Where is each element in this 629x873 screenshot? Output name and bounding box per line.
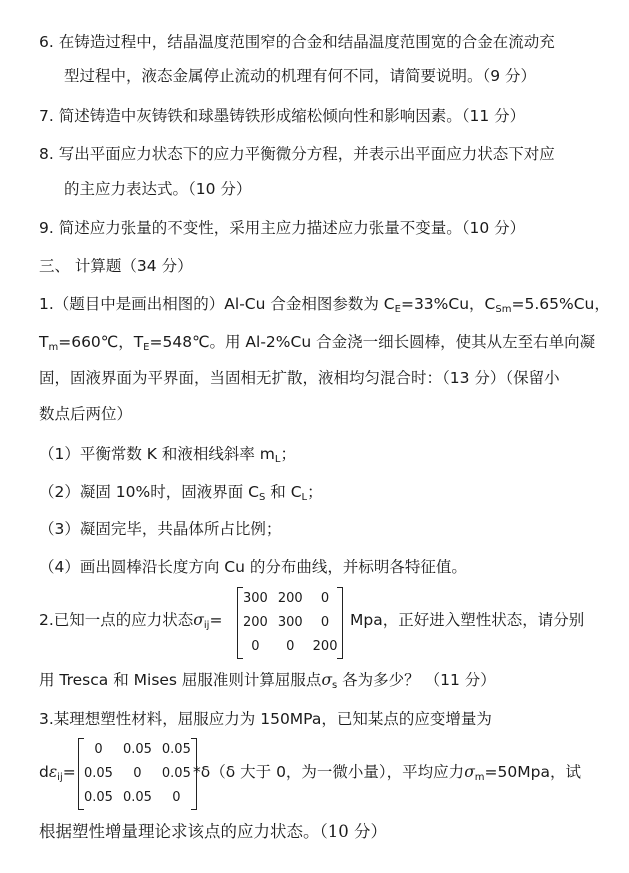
c1-sub-sm: Sm xyxy=(495,304,512,315)
strain-matrix-cell: 0.05 xyxy=(84,790,113,805)
c1-item-1-sub: L xyxy=(274,454,281,465)
c2-sigma-s-symbol: σ xyxy=(321,671,333,689)
c1-item-4: （4）画出圆棒沿长度方向 Cu 的分布曲线，并标明各特征值。 xyxy=(39,558,467,576)
stress-matrix-cell: 300 xyxy=(277,615,303,630)
c2-line-2-post: 各为多少？ （11 分） xyxy=(337,671,496,689)
c1-item-2-sub-l: L xyxy=(301,492,308,503)
c3-post-star: *δ（δ 大于 0，为一微小量），平均应力 xyxy=(193,763,465,781)
c1-item-1-post: ； xyxy=(280,445,297,463)
c1-sub-e2: E xyxy=(143,342,150,353)
c1-item-2 xyxy=(39,480,323,510)
stress-matrix-cell: 300 xyxy=(243,591,268,606)
section-title-calc: 三、 计算题（34 分） xyxy=(39,257,193,275)
c1-line-2-mid: =660℃，T xyxy=(58,333,144,351)
c2-sigma-symbol: σ xyxy=(193,611,204,629)
c2-sigma-s-sub: s xyxy=(332,680,338,691)
q8-line-1: 8. 写出平面应力状态下的应力平衡微分方程，并表示出平面应力状态下对应 xyxy=(39,145,555,163)
c3-sigma-m-sub: m xyxy=(474,772,485,783)
c1-line-2 xyxy=(39,330,595,360)
c2-eq: = xyxy=(209,611,223,629)
strain-matrix-cell: 0 xyxy=(172,790,181,805)
strain-matrix xyxy=(78,738,197,810)
c3-sigma-m-symbol: σ xyxy=(464,763,475,781)
q9-line-1: 9. 简述应力张量的不变性，采用主应力描述应力张量不变量。（10 分） xyxy=(39,219,526,237)
strain-matrix-cell: 0.05 xyxy=(161,766,191,781)
c2-pre: 2.已知一点的应力状态 xyxy=(39,611,194,629)
c1-line-3: 固，固液界面为平界面，当固相无扩散，液相均匀混合时：（13 分）（保留小 xyxy=(39,369,560,387)
c1-item-2-post: ； xyxy=(307,483,323,501)
stress-matrix-cell: 0 xyxy=(251,639,260,654)
stress-matrix-cell: 0 xyxy=(320,591,330,606)
c2-sigma-sub: ij xyxy=(203,620,210,631)
c1-item-2-mid: 和 C xyxy=(265,483,302,501)
strain-matrix-cell: 0.05 xyxy=(84,766,113,781)
strain-matrix-cell: 0 xyxy=(94,742,103,757)
q7-line-1: 7. 简述铸造中灰铸铁和球墨铸铁形成缩松倾向性和影响因素。（11 分） xyxy=(39,107,526,125)
c1-line-2-post: =548℃。用 Al-2%Cu 合金浇一细长圆棒，使其从左至右单向凝 xyxy=(149,333,596,351)
strain-matrix-cell: 0.05 xyxy=(161,742,191,757)
c1-item-2-sub-s: S xyxy=(259,492,266,503)
stress-matrix-cell: 0 xyxy=(286,639,295,654)
c1-sub-m: m xyxy=(48,342,59,353)
c2-post: Mpa，正好进入塑性状态，请分别 xyxy=(350,611,585,629)
c1-line-1-pre: 1.（题目中是画出相图的）Al-Cu 合金相图参数为 C xyxy=(39,295,395,313)
c1-item-1 xyxy=(39,442,296,472)
c3-epsilon-symbol: ε xyxy=(48,763,58,781)
q8-line-2: 的主应力表达式。（10 分） xyxy=(64,180,252,198)
stress-matrix-cell: 0 xyxy=(320,615,330,630)
c3-epsilon-sub: ij xyxy=(57,772,63,783)
c2-lead xyxy=(39,608,222,638)
stress-matrix-cell: 200 xyxy=(312,639,338,654)
c1-item-2-pre: （2）凝固 10%时，固液界面 C xyxy=(39,483,259,501)
q6-line-2: 型过程中，液态金属停止流动的机理有何不同，请简要说明。（9 分） xyxy=(64,67,537,85)
c3-pre: d xyxy=(39,763,49,781)
c1-item-1-pre: （1）平衡常数 K 和液相线斜率 m xyxy=(39,445,275,463)
c1-line-1-mid: =33%Cu，C xyxy=(400,295,496,313)
c1-item-3: （3）凝固完毕，共晶体所占比例； xyxy=(39,520,282,538)
stress-matrix-cell: 200 xyxy=(243,615,268,630)
c3-post-end: =50Mpa，试 xyxy=(484,763,581,781)
c3-eq: = xyxy=(62,763,76,781)
c1-line-1 xyxy=(39,292,610,322)
stress-matrix-cell: 200 xyxy=(277,591,303,606)
strain-matrix-cell: 0.05 xyxy=(122,742,152,757)
c1-line-2-pre: T xyxy=(39,333,49,351)
strain-matrix-cell: 0.05 xyxy=(122,790,152,805)
c2-line-2-pre: 用 Tresca 和 Mises 屈服准则计算屈服点 xyxy=(39,671,322,689)
stress-matrix xyxy=(237,587,343,659)
c3-post xyxy=(193,760,581,790)
c1-line-4: 数点后两位） xyxy=(39,405,133,423)
c2-line-2 xyxy=(39,668,496,698)
c1-line-1-post: =5.65%Cu， xyxy=(511,295,610,313)
c3-line-1: 3.某理想塑性材料，屈服应力为 150MPa，已知某点的应变增量为 xyxy=(39,710,492,728)
strain-matrix-cell: 0 xyxy=(133,766,142,781)
c3-line-3: 根据塑性增量理论求该点的应力状态。（10 分） xyxy=(39,822,387,841)
c3-lead xyxy=(39,760,76,790)
c1-sub-e: E xyxy=(394,304,401,315)
q6-line-1: 6. 在铸造过程中，结晶温度范围窄的合金和结晶温度范围宽的合金在流动充 xyxy=(39,33,555,51)
